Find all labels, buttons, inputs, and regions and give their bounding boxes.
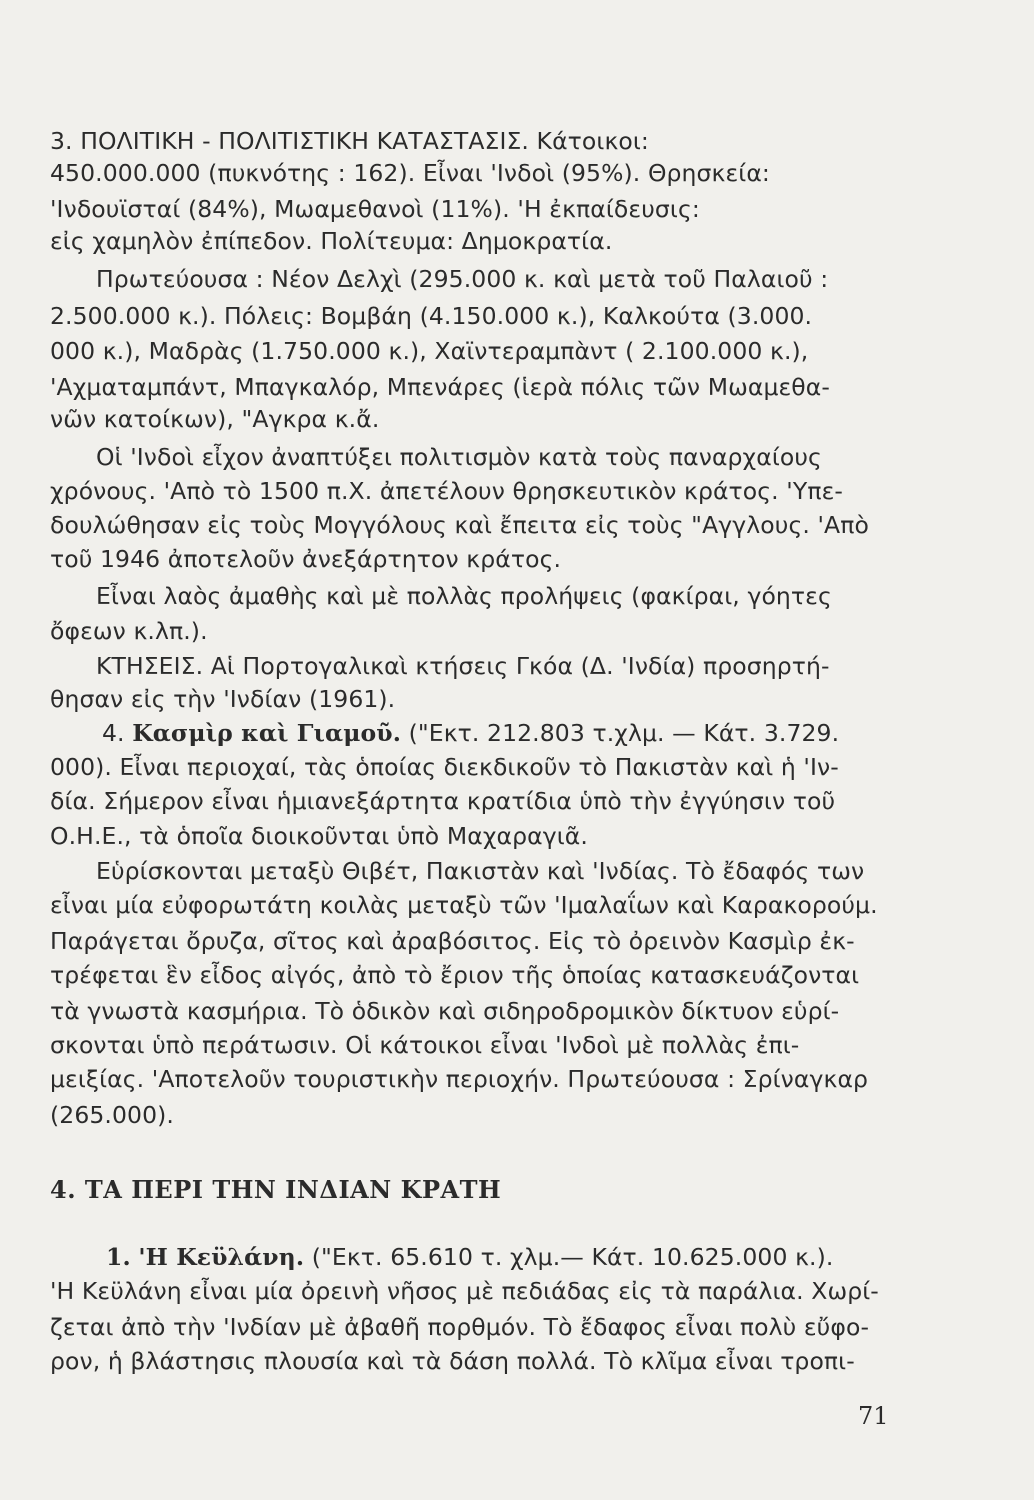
section-number: 4. xyxy=(102,719,125,747)
text-line: τρέφεται ἓν εἶδος αἰγός, ἀπὸ τὸ ἔριον τῆς ὁποίας κατασκευάζονται xyxy=(50,961,860,989)
text-line: 2.500.000 κ.). Πόλεις: Βομβάη (4.150.000 κ.), Καλκούτα (3.000. xyxy=(50,302,813,330)
section-4-line xyxy=(102,719,886,747)
text-line: θησαν εἰς τὴν 'Ινδίαν (1961). xyxy=(50,685,396,713)
text-line: χρόνους. 'Απὸ τὸ 1500 π.Χ. ἀπετέλουν θρησκευτικὸν κράτος. 'Υπε- xyxy=(50,477,843,505)
text-line: ζεται ἀπὸ τὴν 'Ινδίαν μὲ ἀβαθῆ πορθμόν. Τὸ ἔδαφος εἶναι πολὺ εὔφο- xyxy=(50,1313,870,1341)
text-line: 450.000.000 (πυκνότης : 162). Εἶναι 'Ινδοὶ (95%). Θρησκεία: xyxy=(50,159,770,187)
text-line: δουλώθησαν εἰς τοὺς Μογγόλους καὶ ἔπειτα εἰς τοὺς "Αγγλους. 'Απὸ xyxy=(50,511,869,539)
page-number: 71 xyxy=(858,1402,889,1430)
section-title: Κασμὶρ καὶ Γιαμοῦ. xyxy=(132,719,401,747)
text-line: Ο.Η.Ε., τὰ ὁποῖα διοικοῦνται ὑπὸ Μαχαραγιᾶ. xyxy=(50,822,588,850)
section-stats: ("Εκτ. 212.803 τ.χλμ. — Κάτ. 3.729. xyxy=(408,719,840,747)
text-line: Εὑρίσκονται μεταξὺ Θιβέτ, Πακιστὰν καὶ 'Ινδίας. Τὸ ἔδαφός των xyxy=(96,857,865,885)
text-line: μειξίας. 'Αποτελοῦν τουριστικὴν περιοχήν. Πρωτεύουσα : Σρίναγκαρ xyxy=(50,1065,869,1093)
text-line: 3. ΠΟΛΙΤΙΚΗ - ΠΟΛΙΤΙΣΤΙΚΗ ΚΑΤΑΣΤΑΣΙΣ. Κάτοικοι: xyxy=(50,127,649,155)
text-line: Οἱ 'Ινδοὶ εἶχον ἀναπτύξει πολιτισμὸν κατὰ τοὺς παναρχαίους xyxy=(96,443,822,471)
text-line: δία. Σήμερον εἶναι ἡμιανεξάρτητα κρατίδια ὑπὸ τὴν ἐγγύησιν τοῦ xyxy=(50,787,836,815)
text-line: 'Αχματαμπάντ, Μπαγκαλόρ, Μπενάρες (ἱερὰ πόλις τῶν Μωαμεθα- xyxy=(50,373,830,401)
text-line: 'Ινδουϊσταί (84%), Μωαμεθανοὶ (11%). 'Η ἐκπαίδευσις: xyxy=(50,195,700,223)
text-line: Παράγεται ὄρυζα, σῖτος καὶ ἀραβόσιτος. Εἰς τὸ ὀρεινὸν Κασμὶρ ἐκ- xyxy=(50,927,855,955)
text-line: τοῦ 1946 ἀποτελοῦν ἀνεξάρτητον κράτος. xyxy=(50,545,562,573)
text-line: 000). Εἶναι περιοχαί, τὰς ὁποίας διεκδικοῦν τὸ Πακιστὰν καὶ ἡ 'Ιν- xyxy=(50,753,839,781)
text-line: εἰς χαμηλὸν ἐπίπεδον. Πολίτευμα: Δημοκρατία. xyxy=(50,227,613,255)
section-title: 'Η Κεϋλάνη. xyxy=(138,1243,305,1271)
text-line: ὄφεων κ.λπ.). xyxy=(50,617,208,645)
text-line: 000 κ.), Μαδρὰς (1.750.000 κ.), Χαϊντεραμπὰντ ( 2.100.000 κ.), xyxy=(50,337,809,365)
text-line: (265.000). xyxy=(50,1101,174,1129)
text-line: νῶν κατοίκων), "Αγκρα κ.ἄ. xyxy=(50,405,380,433)
text-line: τὰ γνωστὰ κασμήρια. Τὸ ὁδικὸν καὶ σιδηροδρομικὸν δίκτυον εὑρί- xyxy=(50,997,840,1025)
text-line: σκονται ὑπὸ περάτωσιν. Οἱ κάτοικοι εἶναι 'Ινδοὶ μὲ πολλὰς ἐπι- xyxy=(50,1031,800,1059)
text-line: 'Η Κεϋλάνη εἶναι μία ὀρεινὴ νῆσος μὲ πεδιάδας εἰς τὰ παράλια. Χωρί- xyxy=(50,1277,879,1305)
text-line: Πρωτεύουσα : Νέον Δελχὶ (295.000 κ. καὶ μετὰ τοῦ Παλαιοῦ : xyxy=(96,265,829,293)
section-heading: 4. ΤΑ ΠΕΡΙ ΤΗΝ ΙΝΔΙΑΝ ΚΡΑΤΗ xyxy=(50,1175,502,1204)
section-stats: ("Εκτ. 65.610 τ. χλμ.— Κάτ. 10.625.000 κ.). xyxy=(311,1243,834,1271)
text-line: Εἶναι λαὸς ἀμαθὴς καὶ μὲ πολλὰς προλήψεις (φακίραι, γόητες xyxy=(96,582,832,610)
text-line: ΚΤΗΣΕΙΣ. Αἱ Πορτογαλικαὶ κτήσεις Γκόα (Δ. 'Ινδία) προσηρτή- xyxy=(96,652,830,680)
section-1-line xyxy=(106,1243,886,1271)
text-line: εἶναι μία εὐφορωτάτη κοιλὰς μεταξὺ τῶν 'Ιμαλαΐων καὶ Καρακορούμ. xyxy=(50,891,878,919)
text-line: ρον, ἡ βλάστησις πλουσία καὶ τὰ δάση πολλά. Τὸ κλῖμα εἶναι τροπι- xyxy=(50,1347,855,1375)
section-number: 1. xyxy=(106,1243,131,1271)
